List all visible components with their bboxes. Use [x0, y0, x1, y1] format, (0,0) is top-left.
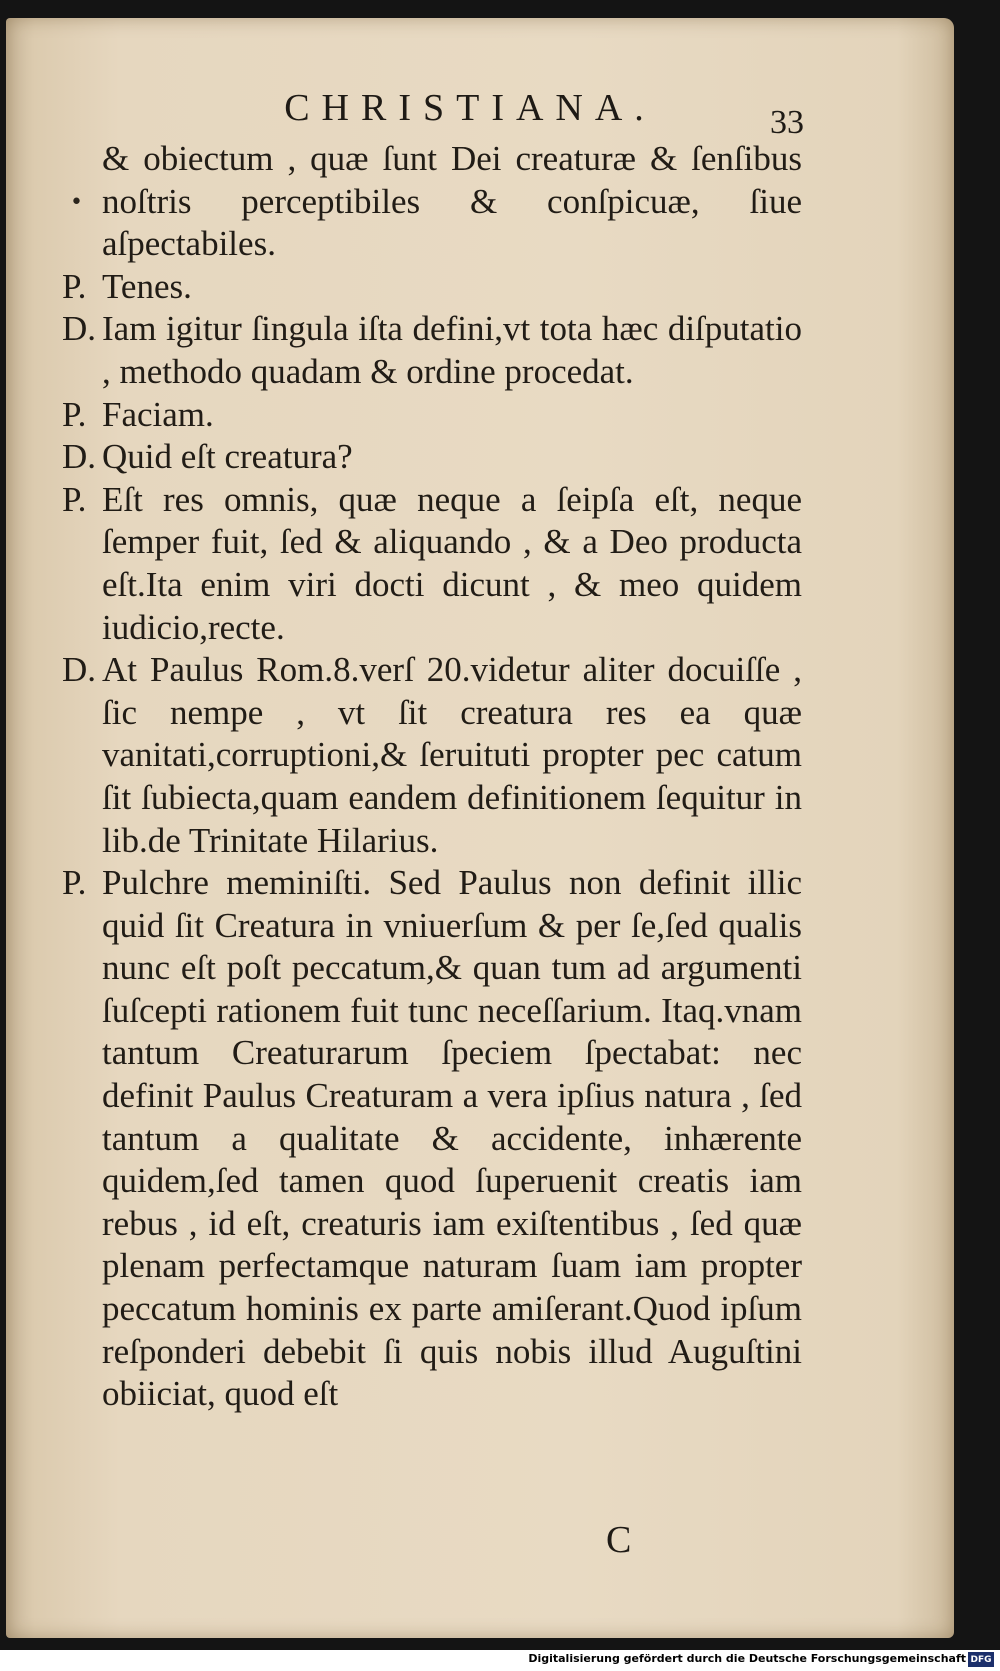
dialogue-turn — [62, 649, 802, 862]
dfg-logo-icon: DFG — [968, 1652, 994, 1667]
speaker-label: D. — [62, 309, 97, 349]
speaker-label: P. — [62, 479, 87, 519]
dialogue-turn — [62, 266, 802, 309]
running-head — [6, 86, 954, 130]
turn-text: Iam igitur ſingula iſta defini,vt tota hæc diſputatio , methodo quadam & ordine procedat. — [102, 309, 802, 391]
turn-text: Eſt res omnis, quæ neque a ſeipſa eſt, neque ſemper fuit, ſed & aliquando , & a Deo producta eſt.Ita enim viri docti dicunt , & meo quidem iudicio,recte. — [102, 479, 802, 647]
speaker-label: D. — [62, 650, 97, 690]
dialogue-turn — [62, 862, 802, 1416]
speaker-label: D. — [62, 437, 97, 477]
page-number: 33 — [770, 104, 804, 141]
book-page — [6, 18, 954, 1638]
dialogue-turn — [62, 479, 802, 649]
digitization-footer — [0, 1650, 1000, 1671]
turn-text: Pulchre meminiſti. Sed Paulus non definit illic quid ſit Creatura in vniuerſum & per ſe,ſed qualis nunc eſt poſt peccatum,& quan tum ad argumenti ſuſcepti rationem fuit tunc neceſſarium. Itaq.vnam tantum Creaturarum ſpeciem ſpectabat: nec definit Paulus Creaturam a vera ipſius natura , ſed tantum a qualitate & accidente, inhærente quidem,ſed tamen quod ſuperuenit creatis iam rebus , id eſt, creaturis iam exiſtentibus , ſed quæ plenam perfectamque naturam ſuam iam propter peccatum hominis ex parte amiſerant.Quod ipſum reſponderi debebit ſi quis nobis illud Auguſtini obiiciat, quod eſt — [102, 863, 802, 1414]
turn-text: Quid eſt creatura? — [102, 437, 353, 477]
funding-credit: Digitalisierung gefördert durch die Deutsche Forschungsgemeinschaft — [528, 1652, 966, 1665]
turn-text: Tenes. — [102, 266, 192, 306]
speaker-label: P. — [62, 266, 87, 306]
dialogue-turn — [62, 394, 802, 437]
speaker-label: P. — [62, 394, 87, 434]
turn-text: Faciam. — [102, 394, 214, 434]
margin-dot: • — [70, 190, 83, 215]
dialogue-turn — [62, 308, 802, 393]
continuation-text: & obiectum , quæ ſunt Dei creaturæ & ſenſibus noſtris perceptibiles & conſpicuæ, ſiue aſpectabiles. — [102, 139, 802, 264]
speaker-label: P. — [62, 863, 87, 903]
running-title: CHRISTIANA. — [284, 87, 656, 129]
dialogue-turn — [62, 436, 802, 479]
continuation-paragraph — [62, 138, 802, 266]
text-block — [62, 138, 802, 1416]
turn-text: At Paulus Rom.8.verſ 20.videtur aliter docuiſſe , ſic nempe , vt ſit creatura res ea quæ vanitati,corruptioni,& ſeruituti propter pec catum ſit ſubiecta,quam eandem definitionem ſequitur in lib.de Trinitate Hilarius. — [102, 650, 802, 860]
catchword: C — [606, 1519, 632, 1561]
